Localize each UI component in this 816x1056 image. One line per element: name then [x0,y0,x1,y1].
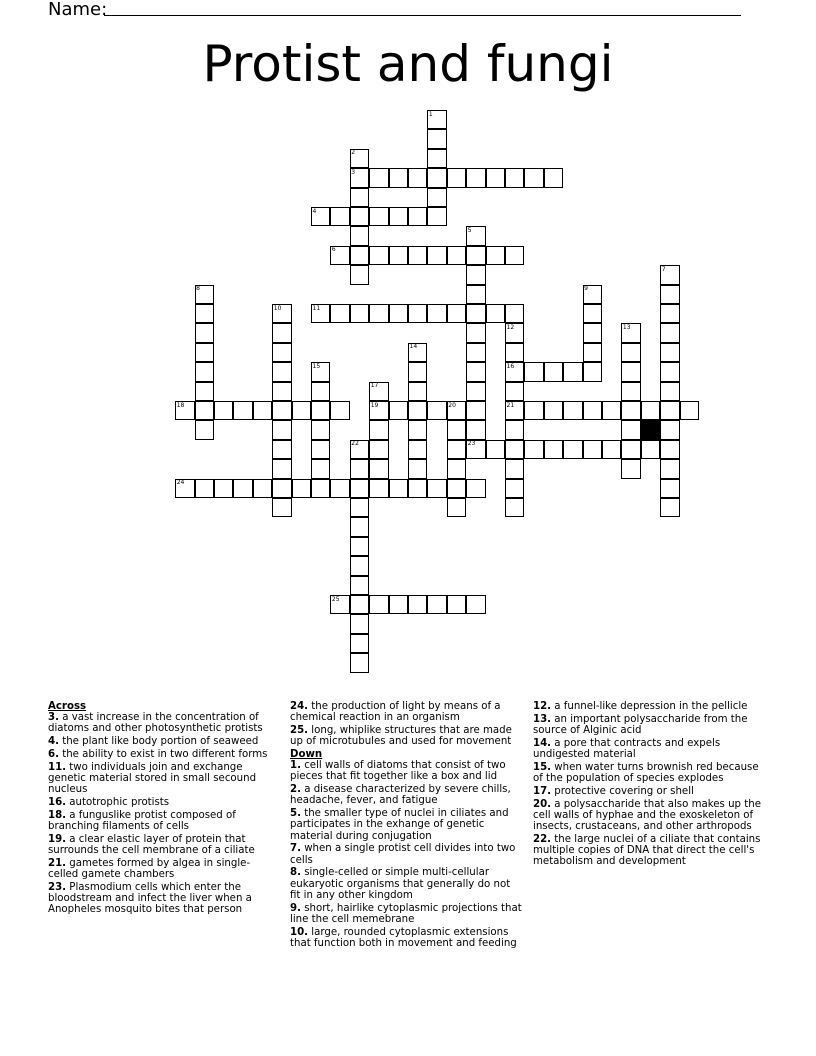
grid-cell[interactable] [447,246,466,265]
grid-cell[interactable] [350,614,369,633]
clue-item [290,725,522,747]
clue-item-text: two individuals join and exchange genetic material stored in small secound nucleus [48,761,257,796]
grid-cell[interactable] [486,246,505,265]
grid-cell[interactable] [233,401,252,420]
grid-cell[interactable] [427,401,446,420]
grid-cell[interactable] [272,323,291,342]
grid-cell[interactable] [660,285,679,304]
grid-cell[interactable] [350,576,369,595]
grid-cell[interactable] [427,188,446,207]
clue-number: 12 [506,323,515,331]
clue-item [290,867,522,901]
grid-cell[interactable] [214,401,233,420]
grid-cell[interactable] [447,168,466,187]
grid-cell[interactable] [427,304,446,323]
grid-cell[interactable] [389,168,408,187]
grid-cell[interactable] [195,382,214,401]
clue-number: 19 [370,401,379,409]
black-cell [641,420,660,439]
grid-cell[interactable] [408,401,427,420]
clue-item-text: long, whiplike structures that are made up of microtubules and used for movement [290,725,512,748]
grid-cell[interactable] [311,479,330,498]
clue-item-number: 4. [48,736,59,748]
down-heading: Down [290,749,323,760]
grid-cell[interactable] [350,265,369,284]
grid-cell[interactable] [350,479,369,498]
grid-cell[interactable] [253,401,272,420]
grid-cell[interactable] [486,304,505,323]
clue-item-number: 16. [48,797,67,808]
grid-cell[interactable] [272,440,291,459]
grid-cell[interactable] [563,440,582,459]
grid-cell[interactable] [408,420,427,439]
grid-cell[interactable] [505,498,524,517]
grid-cell[interactable] [466,401,485,420]
clue-item-text: autotrophic protists [66,797,170,808]
grid-cell[interactable] [408,440,427,459]
grid-cell[interactable] [195,323,214,342]
clue-item [290,927,522,949]
grid-cell[interactable] [195,304,214,323]
grid-cell[interactable] [466,420,485,439]
clue-item-text: a pore that contracts and expels undigested material [533,737,721,760]
grid-cell[interactable] [408,479,427,498]
grid-cell[interactable] [660,440,679,459]
clue-item-number: 2. [290,784,301,796]
grid-cell[interactable] [583,343,602,362]
clue-item-text: the production of light by means of a chemical reaction in an organism [290,701,501,724]
grid-cell[interactable] [621,420,640,439]
clue-item [533,799,765,833]
clue-item-text: cell walls of diatoms that consist of two pieces that fit together like a box and lid [290,760,506,783]
clue-item [48,834,270,856]
clue-column-1 [48,701,270,917]
grid-cell[interactable] [505,246,524,265]
clue-number: 18 [176,401,185,409]
clue-number: 22 [351,440,359,448]
grid-cell[interactable] [563,401,582,420]
clue-item-text: single-celled or simple multi-cellular eukaryotic organisms that generally do not fit in any other kingdom [290,867,511,901]
grid-cell[interactable] [505,479,524,498]
clue-item-number: 22. [533,833,552,845]
grid-cell[interactable] [272,401,291,420]
grid-cell[interactable] [350,517,369,536]
clue-item-number: 7. [290,843,301,855]
clue-column-3 [533,701,765,869]
grid-cell[interactable] [466,595,485,614]
clue-item-text: short, hairlike cytoplasmic projections that line the cell memebrane [290,902,522,925]
grid-cell[interactable] [621,440,640,459]
grid-cell[interactable] [350,556,369,575]
grid-cell[interactable] [427,168,446,187]
clue-item [48,858,270,880]
grid-cell[interactable] [466,304,485,323]
grid-cell[interactable] [389,207,408,226]
grid-cell[interactable] [311,401,330,420]
clue-item-number: 11. [48,761,67,773]
clue-item [290,784,522,806]
grid-cell[interactable] [505,440,524,459]
clue-item-number: 18. [48,809,67,821]
grid-cell[interactable] [272,420,291,439]
clue-number: 3 [351,168,356,176]
grid-cell[interactable] [583,323,602,342]
grid-cell[interactable] [466,382,485,401]
grid-cell[interactable] [447,440,466,459]
clue-item-number: 25. [290,725,309,736]
clue-number: 25 [331,595,340,603]
clue-item-text: gametes formed by algea in single-celled gamete chambers [48,857,251,880]
grid-cell[interactable] [408,168,427,187]
grid-cell[interactable] [350,498,369,517]
grid-cell[interactable] [583,304,602,323]
grid-cell[interactable] [427,129,446,148]
clue-item-text: a polysaccharide that also makes up the cell walls of hyphae and the exoskeleton of insects, crustaceans, and other arthropods [533,798,761,832]
grid-cell[interactable] [660,401,679,420]
grid-cell[interactable] [408,459,427,478]
grid-cell[interactable] [272,382,291,401]
clue-item-text: large, rounded cytoplasmic extensions that function both in movement and feeding [290,926,517,949]
grid-cell[interactable] [486,168,505,187]
grid-cell[interactable] [350,595,369,614]
grid-cell[interactable] [350,188,369,207]
clue-item-text: an important polysaccharide from the source of Alginic acid [533,713,748,736]
grid-cell[interactable] [195,362,214,381]
clue-item-number: 9. [290,902,301,914]
clue-item-number: 6. [48,749,59,760]
grid-cell[interactable] [330,401,349,420]
grid-cell[interactable] [350,304,369,323]
clue-item [533,738,765,760]
grid-cell[interactable] [660,498,679,517]
grid-cell[interactable] [602,401,621,420]
grid-cell[interactable] [408,304,427,323]
grid-cell[interactable] [641,440,660,459]
grid-cell[interactable] [195,401,214,420]
grid-cell[interactable] [195,479,214,498]
grid-cell[interactable] [524,440,543,459]
clue-item [48,882,270,916]
clue-item-number: 20. [533,798,552,810]
grid-cell[interactable] [680,401,699,420]
clue-item-text: the ability to exist in two different forms [58,749,268,760]
grid-cell[interactable] [389,401,408,420]
grid-cell[interactable] [408,362,427,381]
grid-cell[interactable] [621,459,640,478]
clue-number: 14 [409,343,418,351]
clue-item-number: 17. [533,785,552,797]
grid-cell[interactable] [505,459,524,478]
grid-cell[interactable] [660,459,679,478]
grid-cell[interactable] [369,595,388,614]
clue-item [48,749,270,760]
clue-number: 16 [506,362,515,370]
clue-item-text: the plant like body portion of seaweed [58,736,259,748]
grid-cell[interactable] [447,498,466,517]
clue-item [48,797,270,808]
clue-number: 13 [622,323,631,331]
clue-number: 17 [370,382,379,390]
grid-cell[interactable] [466,343,485,362]
grid-cell[interactable] [350,459,369,478]
grid-cell[interactable] [544,401,563,420]
grid-cell[interactable] [466,362,485,381]
clue-item [533,834,765,868]
grid-cell[interactable] [389,246,408,265]
grid-cell[interactable] [330,207,349,226]
clue-item [48,736,270,747]
grid-cell[interactable] [369,459,388,478]
grid-cell[interactable] [389,595,408,614]
clue-item-text: the smaller type of nuclei in ciliates and participates in the exhange of genetic material during conjugation [290,808,509,842]
clue-item-text: when water turns brownish red because of the population of species explodes [533,761,759,784]
grid-cell[interactable] [408,382,427,401]
grid-cell[interactable] [447,595,466,614]
grid-cell[interactable] [272,343,291,362]
clue-item-number: 21. [48,857,67,869]
grid-cell[interactable] [447,459,466,478]
name-label: Name: [48,0,108,20]
grid-cell[interactable] [486,440,505,459]
clue-item-number: 12. [533,701,552,712]
grid-cell[interactable] [389,304,408,323]
clue-item [533,714,765,736]
grid-cell[interactable] [660,479,679,498]
clue-item [48,712,270,734]
grid-cell[interactable] [466,168,485,187]
clue-column-2 [290,701,522,951]
clue-number: 4 [312,207,317,215]
clue-number: 23 [467,440,476,448]
grid-cell[interactable] [427,595,446,614]
clue-item-number: 5. [290,808,301,820]
clue-item [290,760,522,782]
clue-item-number: 15. [533,761,552,773]
grid-cell[interactable] [602,440,621,459]
clue-item-text: Plasmodium cells which enter the bloodstream and infect the liver when a Anopheles mosquito bites that person [48,881,252,916]
grid-cell[interactable] [660,304,679,323]
grid-cell[interactable] [621,382,640,401]
clue-item-text: a disease characterized by severe chills, headache, fever, and fatigue [290,784,511,807]
grid-cell[interactable] [311,382,330,401]
grid-cell[interactable] [350,653,369,672]
grid-cell[interactable] [369,207,388,226]
grid-cell[interactable] [583,362,602,381]
clue-number: 7 [661,265,666,273]
grid-cell[interactable] [563,362,582,381]
grid-cell[interactable] [369,168,388,187]
across-heading: Across [48,701,87,712]
clue-number: 8 [196,285,200,293]
clue-item-text: a vast increase in the concentration of diatoms and other photosynthetic protists [48,712,263,735]
grid-cell[interactable] [505,343,524,362]
grid-cell[interactable] [389,479,408,498]
clue-item-number: 14. [533,737,552,749]
grid-cell[interactable] [466,285,485,304]
grid-cell[interactable] [447,304,466,323]
grid-cell[interactable] [311,440,330,459]
grid-cell[interactable] [583,440,602,459]
clue-item [533,701,765,712]
clue-item-number: 10. [290,926,309,938]
grid-cell[interactable] [505,420,524,439]
grid-cell[interactable] [408,246,427,265]
grid-cell[interactable] [272,479,291,498]
grid-cell[interactable] [583,401,602,420]
grid-cell[interactable] [350,634,369,653]
grid-cell[interactable] [466,246,485,265]
grid-cell[interactable] [505,304,524,323]
grid-cell[interactable] [641,401,660,420]
clue-number: 24 [176,479,185,487]
grid-cell[interactable] [544,168,563,187]
page-title: Protist and fungi [202,35,614,93]
clue-number: 9 [584,285,588,293]
clue-item-text: a clear elastic layer of protein that surrounds the cell membrane of a ciliate [48,833,255,856]
grid-cell[interactable] [621,401,640,420]
clue-item [290,701,522,723]
grid-cell[interactable] [292,401,311,420]
clue-item [48,810,270,832]
grid-cell[interactable] [524,362,543,381]
grid-cell[interactable] [350,246,369,265]
clue-number: 11 [312,304,321,312]
grid-cell[interactable] [311,459,330,478]
clue-number: 6 [331,246,336,254]
grid-cell[interactable] [466,323,485,342]
clue-item-number: 24. [290,701,309,712]
clue-item-number: 8. [290,867,301,879]
clue-item [290,808,522,842]
clue-item-number: 3. [48,712,59,724]
grid-cell[interactable] [272,459,291,478]
grid-cell[interactable] [660,382,679,401]
grid-cell[interactable] [350,207,369,226]
grid-cell[interactable] [214,479,233,498]
grid-cell[interactable] [369,479,388,498]
clue-number: 21 [506,401,515,409]
grid-cell[interactable] [544,362,563,381]
grid-cell[interactable] [621,362,640,381]
grid-cell[interactable] [369,440,388,459]
grid-cell[interactable] [350,537,369,556]
clue-item [290,843,522,865]
grid-cell[interactable] [272,362,291,381]
grid-cell[interactable] [369,246,388,265]
grid-cell[interactable] [272,498,291,517]
grid-cell[interactable] [524,401,543,420]
clue-item-number: 1. [290,760,301,772]
grid-cell[interactable] [505,168,524,187]
clue-item [290,903,522,925]
grid-cell[interactable] [660,323,679,342]
clue-item-text: a funguslike protist composed of branching filaments of cells [48,809,236,832]
grid-cell[interactable] [195,420,214,439]
clue-item-text: the large nuclei of a ciliate that contains multiple copies of DNA that direct the cell's metabolism and development [533,833,761,868]
clue-item-number: 19. [48,833,67,845]
grid-cell[interactable] [311,420,330,439]
grid-cell[interactable] [350,226,369,245]
grid-cell[interactable] [253,479,272,498]
clue-item-text: protective covering or shell [551,785,694,797]
clue-item [533,786,765,797]
clue-item-number: 13. [533,713,552,725]
grid-cell[interactable] [427,207,446,226]
grid-cell[interactable] [544,440,563,459]
grid-cell[interactable] [427,246,446,265]
grid-cell[interactable] [427,479,446,498]
grid-cell[interactable] [233,479,252,498]
clue-number: 2 [351,149,356,157]
grid-cell[interactable] [505,382,524,401]
grid-cell[interactable] [330,479,349,498]
grid-cell[interactable] [447,479,466,498]
grid-cell[interactable] [330,304,349,323]
grid-cell[interactable] [292,479,311,498]
clue-item [533,762,765,784]
grid-cell[interactable] [524,168,543,187]
clue-item-number: 23. [48,881,67,893]
clue-item-text: when a single protist cell divides into two cells [290,843,516,866]
grid-cell[interactable] [660,343,679,362]
grid-cell[interactable] [195,343,214,362]
grid-cell[interactable] [660,420,679,439]
grid-cell[interactable] [427,149,446,168]
grid-cell[interactable] [621,343,640,362]
grid-cell[interactable] [466,479,485,498]
grid-cell[interactable] [408,207,427,226]
grid-cell[interactable] [408,595,427,614]
grid-cell[interactable] [369,304,388,323]
clue-number: 10 [273,304,282,312]
clue-number: 20 [448,401,456,409]
clue-number: 5 [467,226,472,234]
grid-cell[interactable] [660,362,679,381]
grid-cell[interactable] [369,420,388,439]
grid-cell[interactable] [447,420,466,439]
clue-item-text: a funnel-like depression in the pellicle [551,701,748,712]
clue-number: 1 [428,110,433,118]
clue-number: 15 [312,362,321,370]
clue-item [48,762,270,796]
grid-cell[interactable] [466,265,485,284]
